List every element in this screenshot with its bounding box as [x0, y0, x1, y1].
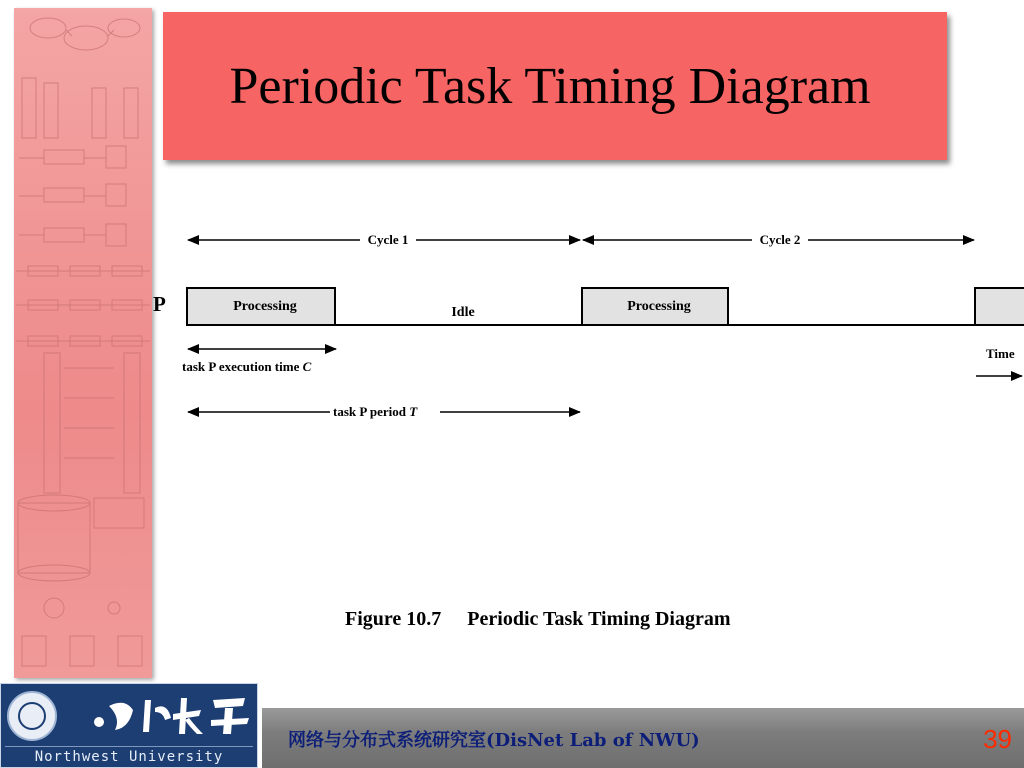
footer-bar: [262, 708, 1024, 768]
cycle-2-label: Cycle 2: [759, 232, 801, 247]
processing-block-2: [582, 288, 728, 325]
task-label: P: [153, 292, 166, 316]
idle-label: Idle: [451, 305, 475, 320]
slide-title: Periodic Task Timing Diagram: [229, 57, 871, 115]
page-number: 39: [983, 724, 1012, 754]
time-label: Time: [986, 346, 1015, 361]
cycle-1-span: [188, 232, 580, 247]
period-label: task P period T: [333, 404, 418, 419]
university-name-english: Northwest University: [5, 746, 253, 767]
period-span: [188, 404, 580, 419]
footer-lab-name: 网络与分布式系统研究室(DisNet Lab of NWU): [288, 730, 700, 751]
calligraphy-logo-icon: [85, 688, 255, 740]
processing-block-3: [975, 288, 1024, 325]
university-emblem-icon: [7, 691, 57, 741]
cycle-2-span: [583, 232, 974, 247]
execution-time-span: [182, 349, 336, 374]
processing-label-1: Processing: [233, 299, 297, 314]
cycle-1-label: Cycle 1: [367, 232, 409, 247]
figure-caption: Figure 10.7 Periodic Task Timing Diagram: [345, 608, 731, 630]
university-logo: [0, 683, 258, 768]
execution-time-label: task P execution time C: [182, 359, 312, 374]
time-axis-indicator: [976, 346, 1022, 376]
processing-block-1: [187, 288, 335, 325]
processing-label-2: Processing: [627, 299, 691, 314]
